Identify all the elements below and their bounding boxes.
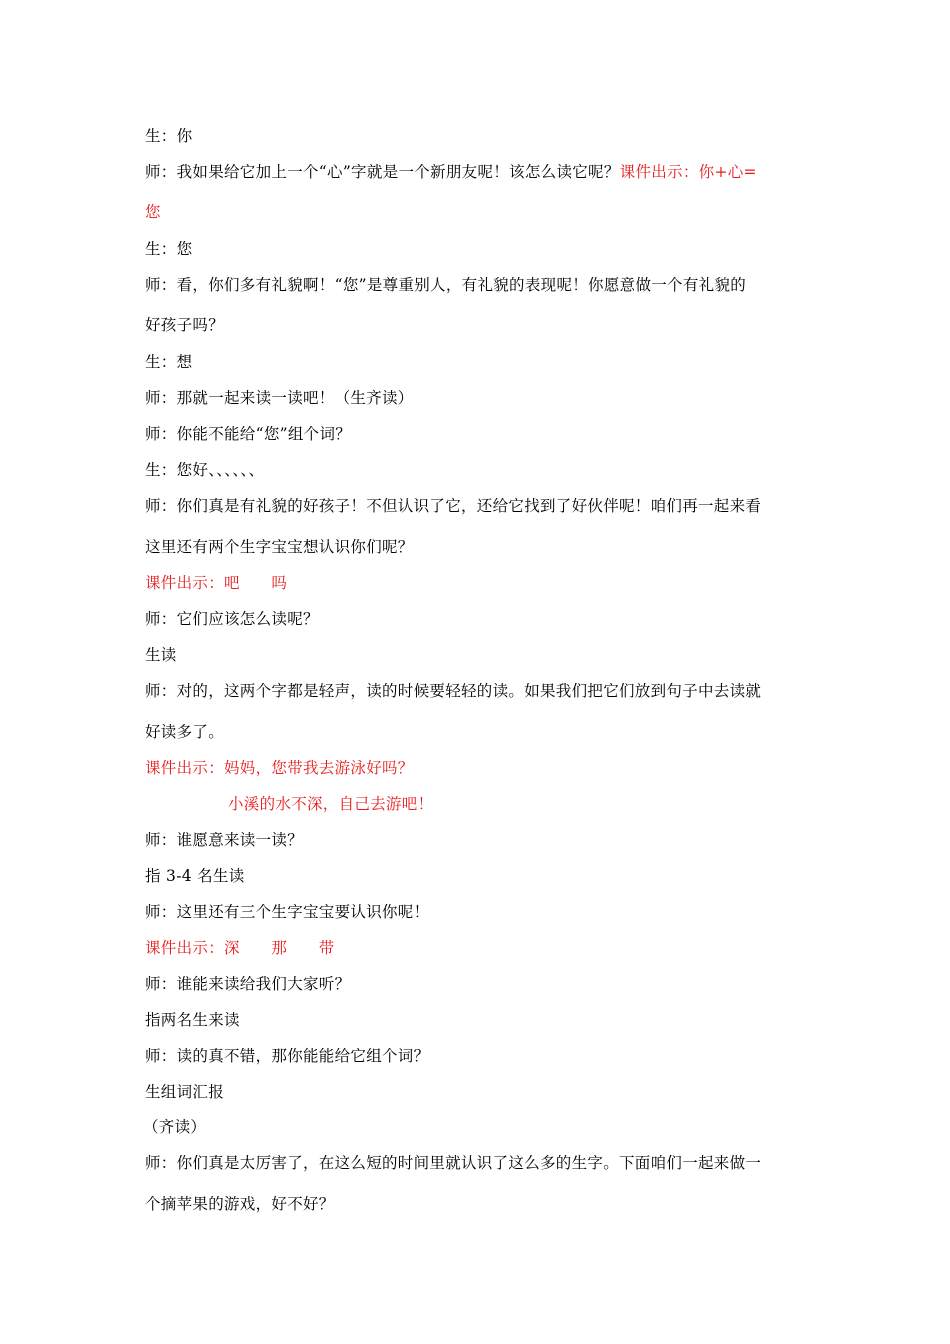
line-teacher-how-read: 师：它们应该怎么读呢？ <box>145 610 319 628</box>
line-nin-red: 您 <box>145 203 161 221</box>
line-courseware-ba-ma: 课件出示：吧 吗 <box>145 574 288 592</box>
line-teacher-who-read: 师：谁愿意来读一读？ <box>145 831 304 849</box>
line-two-students-read: 指两名生来读 <box>145 1011 240 1029</box>
line-student-ninhao: 生：您好、、、、、、 <box>145 461 265 479</box>
line-student-read: 生读 <box>145 646 177 664</box>
line-teacher-make-words: 师：读的真不错，那你能能给它组个词？ <box>145 1047 430 1065</box>
line-courseware-shen-na-dai: 课件出示：深 那 带 <box>145 939 335 957</box>
line-student-report: 生组词汇报 <box>145 1083 225 1101</box>
teacher-text: 师：我如果给它加上一个“心”字就是一个新朋友呢！该怎么读它呢？ <box>145 163 620 181</box>
line-teacher-who-can-read: 师：谁能来读给我们大家听？ <box>145 975 351 993</box>
courseware-text: 课件出示：你+心= <box>619 163 757 181</box>
line-courseware-sentence-2: 小溪的水不深，自己去游吧！ <box>228 795 434 813</box>
line-teacher-light-tone: 师：对的，这两个字都是轻声，读的时候要轻轻的读。如果我们把它们放到句子中去读就 <box>145 682 762 700</box>
line-easier-read: 好读多了。 <box>145 723 225 741</box>
line-teacher-polite: 师：看，你们多有礼貌啊！“您”是尊重别人，有礼貌的表现呢！你愿意做一个有礼貌的 <box>145 276 747 294</box>
line-courseware-sentence-1: 课件出示：妈妈，您带我去游泳好吗？ <box>145 759 414 777</box>
line-teacher-amazing: 师：你们真是太厉害了，在这么短的时间里就认识了这么多的生字。下面咱们一起来做一 <box>145 1154 762 1172</box>
line-two-characters: 这里还有两个生字宝宝想认识你们呢？ <box>145 538 414 556</box>
line-teacher-add-heart <box>145 162 810 182</box>
line-read-together: （齐读） <box>143 1118 207 1136</box>
line-teacher-read-together: 师：那就一起来读一读吧！（生齐读） <box>145 389 414 407</box>
line-student-nin: 生：您 <box>145 240 193 258</box>
line-teacher-make-word: 师：你能不能给“您”组个词？ <box>145 425 352 443</box>
line-good-child: 好孩子吗？ <box>145 316 225 334</box>
line-student-want: 生：想 <box>145 353 193 371</box>
line-teacher-three-characters: 师：这里还有三个生字宝宝要认识你呢！ <box>145 903 430 921</box>
line-teacher-praise: 师：你们真是有礼貌的好孩子！不但认识了它，还给它找到了好伙伴呢！咱们再一起来看 <box>145 497 762 515</box>
line-point-students: 指 3-4 名生读 <box>145 867 245 885</box>
line-apple-game: 个摘苹果的游戏，好不好？ <box>145 1195 335 1213</box>
line-student-ni: 生：你 <box>145 127 193 145</box>
